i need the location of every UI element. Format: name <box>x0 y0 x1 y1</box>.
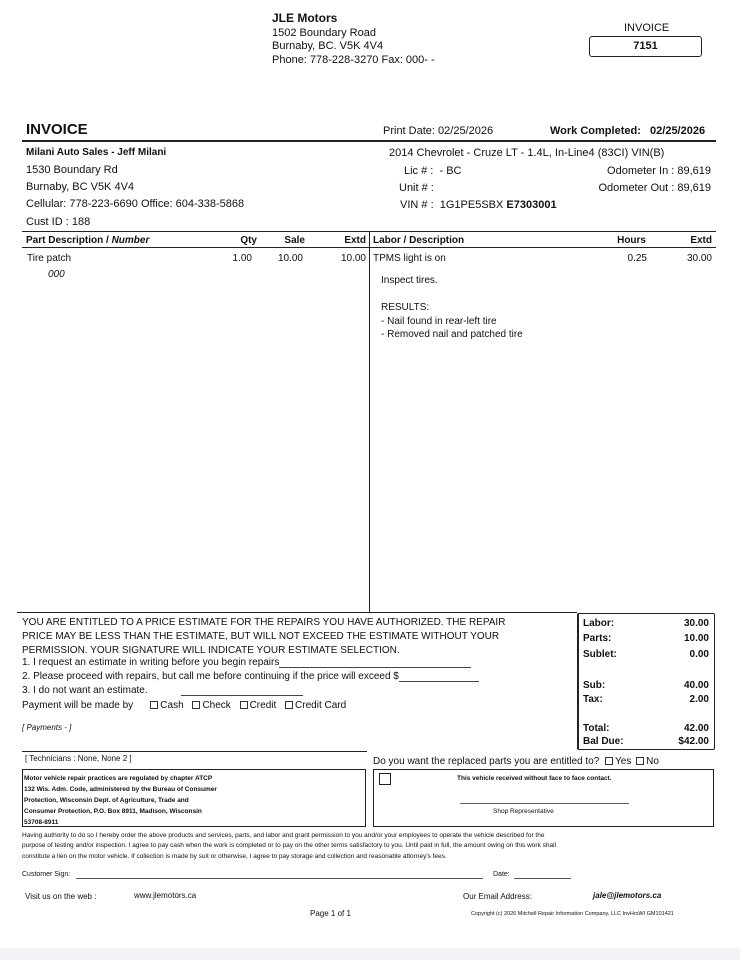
credit-checkbox[interactable] <box>240 701 248 709</box>
vin-label: VIN # : <box>400 199 434 211</box>
payment-option-cash: Cash <box>160 700 184 711</box>
odometer-out: Odometer Out : 89,619 <box>598 182 711 194</box>
labor-header-description: Labor / Description <box>373 235 465 246</box>
labor-note-line: Inspect tires. <box>381 275 438 286</box>
part-row-number: 000 <box>48 269 65 280</box>
part-row-qty: 1.00 <box>232 253 252 264</box>
work-completed <box>550 125 705 137</box>
web-label: Visit us on the web : <box>25 892 97 901</box>
estimate-notice-line: YOU ARE ENTITLED TO A PRICE ESTIMATE FOR THE REPAIRS YOU HAVE AUTHORIZED. THE REPAIR <box>22 617 506 628</box>
unit-number: Unit # : <box>399 182 434 194</box>
face-contact-checkbox[interactable] <box>379 773 391 785</box>
shop-phone: Phone: 778-228-3270 Fax: 000- - <box>272 54 435 66</box>
labor-row-hours: 0.25 <box>627 253 647 264</box>
invoice-box-label: INVOICE <box>624 22 670 34</box>
shop-address-line2: Burnaby, BC. V5K 4V4 <box>272 40 384 52</box>
estimate-option-3[interactable] <box>22 685 303 696</box>
customer-phones: Cellular: 778-223-6690 Office: 604-338-5868 <box>26 198 245 210</box>
estimate-notice <box>22 616 505 658</box>
payment-method <box>22 700 346 711</box>
payment-option-credit-card: Credit Card <box>295 700 347 711</box>
regulation-line: Motor vehicle repair practices are regulated by chapter ATCP <box>24 775 213 782</box>
customer-address-line2: Burnaby, BC V5K 4V4 <box>26 181 135 193</box>
replaced-parts-yes-label: Yes <box>615 756 632 767</box>
totals-sub-label: Sub: <box>583 680 606 691</box>
customer-id: Cust ID : 188 <box>26 216 91 228</box>
vin-prefix: 1G1PE5SBX <box>439 199 504 211</box>
print-date-label: Print Date: <box>383 125 435 137</box>
labor-note-line: - Nail found in rear-left tire <box>381 315 497 327</box>
regulation-line: Consumer Protection, P.O. Box 8911, Madison, Wisconsin <box>24 808 202 815</box>
totals-bal-due-value: $42.00 <box>678 736 709 747</box>
email-link[interactable]: jale@jlemotors.ca <box>593 891 662 900</box>
face-contact-box <box>373 769 714 827</box>
shop-representative-label: Shop Representative <box>493 808 554 815</box>
regulation-text <box>24 773 217 828</box>
labor-header-hours: Hours <box>617 235 646 246</box>
print-date <box>383 125 493 137</box>
labor-header-extd: Extd <box>690 235 712 246</box>
estimate-option-2[interactable] <box>22 671 479 682</box>
technicians-top-rule <box>22 751 367 752</box>
authority-line: constitute a lien on the motor vehicle. If collection is made by suit or otherwise, I agree to pay storage and collection and reasonable attorney's fees. <box>22 852 447 860</box>
totals-labor-value: 30.00 <box>683 618 709 629</box>
labor-row-title: TPMS light is on <box>373 253 446 264</box>
estimate-option-3-blank[interactable] <box>181 686 303 696</box>
estimate-option-2-label: 2. Please proceed with repairs, but call me before continuing if the price will exceed $ <box>22 671 399 682</box>
vehicle-description: 2014 Chevrolet - Cruze LT - 1.4L, In-Line4 (83CI) VIN(B) <box>389 147 665 159</box>
shop-rep-signature-line[interactable] <box>460 803 629 804</box>
replaced-parts-yes-checkbox[interactable] <box>605 757 613 765</box>
estimate-notice-line: PERMISSION. YOUR SIGNATURE WILL INDICATE YOUR ESTIMATE SELECTION. <box>22 645 400 656</box>
payment-option-check: Check <box>202 700 231 711</box>
payment-option-credit: Credit <box>249 700 277 711</box>
replaced-parts-no-checkbox[interactable] <box>636 757 644 765</box>
regulation-line: 132 Wis. Adm. Code, administered by the Bureau of Consumer <box>24 786 217 793</box>
estimate-option-1[interactable] <box>22 657 471 668</box>
email-label: Our Email Address: <box>463 892 532 901</box>
header-divider <box>22 140 716 142</box>
customer-name: Milani Auto Sales - Jeff Milani <box>26 147 167 158</box>
cash-checkbox[interactable] <box>150 701 158 709</box>
parts-header-extd: Extd <box>344 235 366 246</box>
parts-header-number-label: Number <box>111 235 150 246</box>
technicians: [ Technicians : None, None 2 ] <box>25 754 132 763</box>
date-label: Date: <box>493 871 510 878</box>
labor-notes <box>381 274 523 342</box>
parts-header-qty: Qty <box>240 235 257 246</box>
totals-parts-label: Parts: <box>583 633 612 644</box>
labor-row-extd: 30.00 <box>686 253 712 264</box>
estimate-option-3-label: 3. I do not want an estimate. <box>22 685 148 696</box>
authority-line: purpose of testing and/or inspection. I agree to pay cash when the work is completed or to pay on the other terms satisfactory to you. Until paid in full, the amount owing on this work shall <box>22 842 557 850</box>
copyright: Copyright (c) 2026 Mitchell Repair Information Company, LLC InvHrsWI GM101421 <box>471 911 674 917</box>
table-column-divider <box>369 232 370 613</box>
license-plate <box>404 165 461 177</box>
customer-address-line1: 1530 Boundary Rd <box>26 164 118 176</box>
totals-total-value: 42.00 <box>683 723 709 734</box>
totals-total-label: Total: <box>583 723 610 734</box>
part-row-description: Tire patch <box>27 253 72 264</box>
replaced-parts-no-label: No <box>646 756 659 767</box>
estimate-notice-line: PRICE MAY BE LESS THAN THE ESTIMATE, BUT WILL NOT EXCEED THE ESTIMATE WITHOUT YOUR <box>22 631 500 642</box>
part-row-extd: 10.00 <box>340 253 366 264</box>
totals-parts-value: 10.00 <box>683 633 709 644</box>
totals-sublet-label: Sublet: <box>583 649 617 660</box>
regulation-line: 53708-8911 <box>24 819 59 826</box>
estimate-option-1-label: 1. I request an estimate in writing before you begin repairs <box>22 657 280 668</box>
authority-line: Having authority to do so I hereby order the above products and services, parts, and labor and grant permission to you and/or your employees to operate the vehicle described for the <box>22 832 545 839</box>
estimate-top-rule <box>17 612 577 613</box>
work-completed-value: 02/25/2026 <box>650 125 706 137</box>
regulation-line: Protection, Wisconsin Dept. of Agriculture, Trade and <box>24 797 189 804</box>
parts-header-description <box>26 235 149 246</box>
totals-box <box>577 613 715 750</box>
page-title: INVOICE <box>26 121 88 138</box>
customer-signature-line[interactable] <box>76 878 483 879</box>
parts-header-desc-label: Part Description / <box>26 235 112 246</box>
vin-suffix: E7303001 <box>506 199 557 211</box>
labor-note-line: RESULTS: <box>381 302 430 313</box>
totals-sub-value: 40.00 <box>683 680 709 691</box>
shop-name: JLE Motors <box>272 11 338 25</box>
estimate-price-limit-blank[interactable] <box>399 672 479 682</box>
totals-labor-label: Labor: <box>583 618 615 629</box>
payments-note: [ Payments - ] <box>22 723 72 732</box>
license-label: Lic # : <box>404 165 434 177</box>
part-row-sale: 10.00 <box>277 253 303 264</box>
vin <box>400 199 557 211</box>
shop-address-line1: 1502 Boundary Road <box>272 27 376 39</box>
totals-tax-label: Tax: <box>583 694 603 705</box>
regulation-box <box>22 769 366 827</box>
odometer-in: Odometer In : 89,619 <box>607 165 711 177</box>
page-number: Page 1 of 1 <box>310 909 351 918</box>
totals-sublet-value: 0.00 <box>689 649 709 660</box>
payment-label: Payment will be made by <box>22 700 134 711</box>
labor-note-line: - Removed nail and patched tire <box>381 329 523 340</box>
totals-bal-due-label: Bal Due: <box>583 736 624 747</box>
print-date-value: 02/25/2026 <box>438 125 494 137</box>
authority-text <box>22 831 556 862</box>
customer-sign-label: Customer Sign: <box>22 871 71 878</box>
labor-note-line <box>381 288 523 302</box>
check-checkbox[interactable] <box>192 701 200 709</box>
date-signature-line[interactable] <box>514 878 571 879</box>
invoice-number: 7151 <box>633 40 658 52</box>
website-link[interactable]: www.jlemotors.ca <box>134 891 197 900</box>
replaced-parts-question-text: Do you want the replaced parts you are entitled to? <box>373 756 600 767</box>
face-contact-text: This vehicle received without face to face contact. <box>457 775 612 782</box>
license-value: - BC <box>439 165 462 177</box>
work-completed-label: Work Completed: <box>550 125 641 137</box>
parts-header-sale: Sale <box>284 235 305 246</box>
estimate-option-1-blank[interactable] <box>279 658 471 668</box>
replaced-parts-question <box>373 756 659 767</box>
credit-card-checkbox[interactable] <box>285 701 293 709</box>
totals-tax-value: 2.00 <box>689 694 709 705</box>
invoice-number-box <box>589 36 702 57</box>
